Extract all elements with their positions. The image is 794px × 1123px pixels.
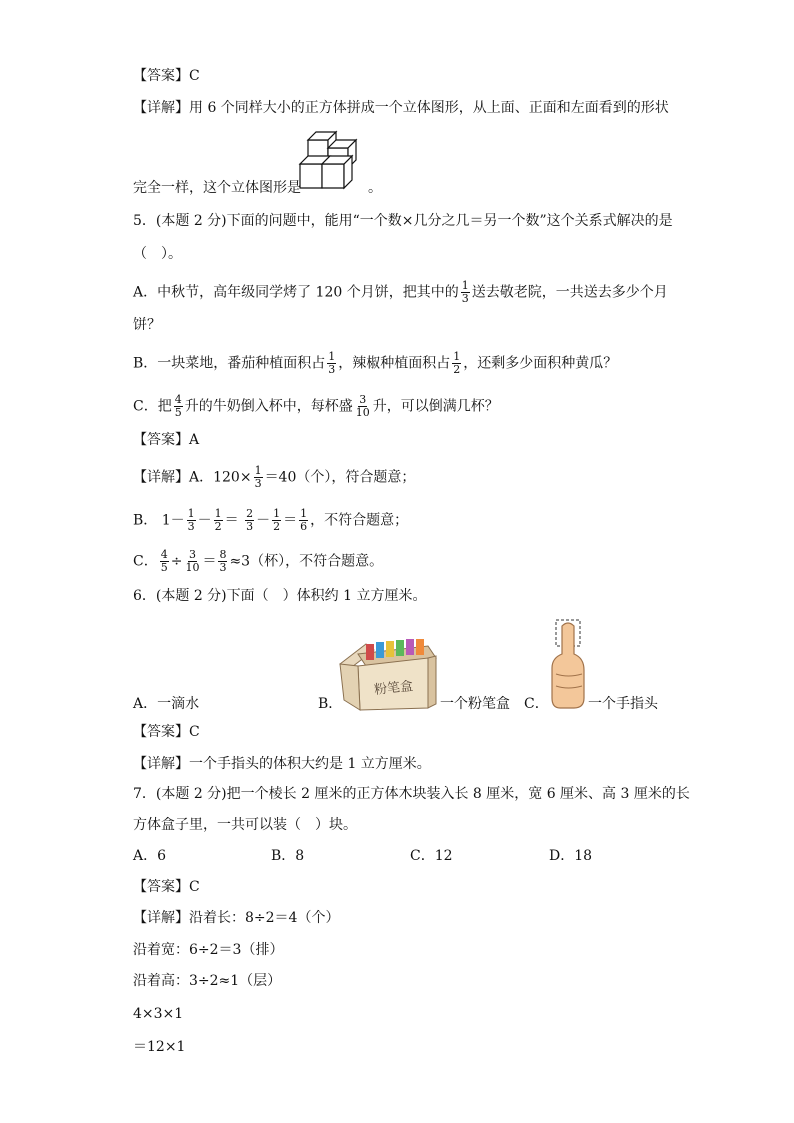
frac-num: 4 [160, 548, 168, 561]
q5-answer: 【答案】A [133, 432, 200, 448]
q5-b-text3: ，还剩多少面积种黄瓜？ [463, 355, 618, 372]
q6-option-c-label: C． [524, 696, 549, 712]
frac-den: 2 [273, 520, 281, 533]
q4-detail-period: 。 [368, 180, 382, 196]
q6-option-c-text: 一个手指头 [588, 696, 658, 712]
q5-d2-text4: － [256, 512, 271, 529]
q7-detail-1: 【详解】沿着长：8÷2＝4（个） [133, 910, 340, 926]
q5-d3-text1: C． [133, 553, 158, 570]
frac-den: 2 [453, 363, 461, 376]
q7-option-c: C．12 [410, 848, 453, 864]
frac-num: 1 [453, 350, 461, 363]
q5-a-text1: A．中秋节，高年级同学烤了 120 个月饼，把其中的 [133, 284, 459, 301]
q5-c-text2: 升的牛奶倒入杯中，每杯盛 [184, 398, 353, 415]
frac-num: 1 [254, 464, 262, 477]
frac-num: 3 [359, 393, 367, 406]
q5-d3-text4: ≈3（杯），不符合题意。 [229, 553, 384, 570]
frac-den: 10 [355, 406, 370, 419]
q5-detail-b [133, 508, 408, 533]
q7-detail-3: 沿着高：3÷2≈1（层） [133, 973, 282, 989]
fraction-1-2 [214, 508, 223, 533]
finger-image [548, 618, 588, 710]
q7-detail-4: 4×3×1 [133, 1006, 184, 1022]
fraction-1-2 [452, 351, 461, 376]
q5-d2-text6: ，不符合题意； [310, 512, 409, 529]
q7-detail-5: ＝12×1 [133, 1039, 186, 1055]
q5-c-text3: 升，可以倒满几杯？ [372, 398, 499, 415]
q5-d2-text5: ＝ [283, 512, 298, 529]
frac-den: 3 [187, 520, 195, 533]
q5-detail-c [133, 549, 383, 574]
fraction-3-10 [184, 549, 200, 574]
q5-d2-text3: ＝ [224, 512, 244, 529]
q4-detail-text: 完全一样，这个立体图形是 [133, 180, 301, 196]
q6-detail: 【详解】一个手指头的体积大约是 1 立方厘米。 [133, 756, 431, 772]
cube-figure [298, 126, 364, 190]
frac-den: 5 [160, 561, 168, 574]
q5-option-a-line2: 饼？ [133, 317, 161, 333]
frac-num: 2 [246, 507, 254, 520]
frac-num: 8 [219, 548, 227, 561]
q6-option-b-label: B． [318, 696, 343, 712]
fraction-1-3 [461, 280, 470, 305]
fraction-1-6 [299, 508, 308, 533]
q4-detail-line2 [133, 178, 301, 198]
q7-option-d: D．18 [549, 848, 593, 864]
q5-b-text1: B．一块菜地，番茄种植面积占 [133, 355, 326, 372]
q7-detail-2: 沿着宽：6÷2＝3（排） [133, 942, 284, 958]
q5-d1-text2: ＝40（个），符合题意； [264, 469, 416, 486]
q4-detail-line1: 【详解】用 6 个同样大小的正方体拼成一个立体图形，从上面、正面和左面看到的形状 [133, 100, 669, 116]
fraction-1-2 [272, 508, 281, 533]
frac-num: 1 [214, 507, 222, 520]
fraction-1-3 [254, 465, 263, 490]
fraction-8-3 [218, 549, 227, 574]
frac-num: 3 [188, 548, 196, 561]
fraction-1-3 [187, 508, 196, 533]
q4-answer: 【答案】C [133, 68, 200, 84]
frac-den: 3 [328, 363, 336, 376]
frac-den: 3 [461, 292, 469, 305]
chalk-box-label: 粉笔盒 [373, 679, 414, 699]
q5-stem-line1: 5．(本题 2 分)下面的问题中，能用“一个数×几分之几＝另一个数”这个关系式解决的是 [133, 213, 673, 229]
q7-stem-line2: 方体盒子里，一共可以装（ ）块。 [133, 817, 357, 833]
fraction-3-10 [355, 394, 371, 419]
frac-num: 1 [273, 507, 281, 520]
fraction-4-5 [174, 394, 183, 419]
frac-num: 1 [187, 507, 195, 520]
q5-option-c [133, 394, 499, 419]
q7-answer: 【答案】C [133, 879, 200, 895]
fraction-2-3 [245, 508, 254, 533]
q6-option-b-text: 一个粉笔盒 [440, 696, 510, 712]
q7-stem-line1: 7．(本题 2 分)把一个棱长 2 厘米的正方体木块装入长 8 厘米，宽 6 厘米、高 3 厘米的长 [133, 786, 690, 802]
chalk-box-image [336, 636, 440, 712]
fraction-4-5 [160, 549, 169, 574]
frac-num: 4 [174, 393, 182, 406]
frac-num: 1 [461, 279, 469, 292]
q7-option-a: A．6 [133, 848, 167, 864]
frac-den: 6 [300, 520, 308, 533]
q5-d1-text1: 【详解】A．120× [133, 469, 252, 486]
q6-stem: 6．(本题 2 分)下面（ ）体积约 1 立方厘米。 [133, 588, 427, 604]
q5-c-text1: C．把 [133, 398, 172, 415]
frac-num: 1 [300, 507, 308, 520]
q6-option-a: A．一滴水 [133, 696, 200, 712]
q5-d2-text2: － [197, 512, 212, 529]
q5-option-b [133, 351, 617, 376]
q5-d3-text3: ＝ [202, 553, 217, 570]
q5-d2-text1: B． 1－ [133, 512, 185, 529]
frac-num: 1 [328, 350, 336, 363]
fraction-1-3 [327, 351, 336, 376]
frac-den: 10 [185, 561, 200, 574]
q5-stem-line2: （ ）。 [133, 246, 182, 262]
frac-den: 3 [254, 477, 262, 490]
q5-detail-a [133, 465, 415, 490]
q5-b-text2: ，辣椒种植面积占 [338, 355, 451, 372]
frac-den: 3 [219, 561, 227, 574]
frac-den: 5 [174, 406, 182, 419]
q7-option-b: B．8 [271, 848, 305, 864]
frac-den: 3 [246, 520, 254, 533]
q5-a-text2: 送去敬老院，一共送去多少个月 [471, 284, 668, 301]
q5-d3-text2: ÷ [170, 553, 183, 570]
frac-den: 2 [214, 520, 222, 533]
q6-answer: 【答案】C [133, 724, 200, 740]
q5-option-a-line1 [133, 280, 668, 305]
